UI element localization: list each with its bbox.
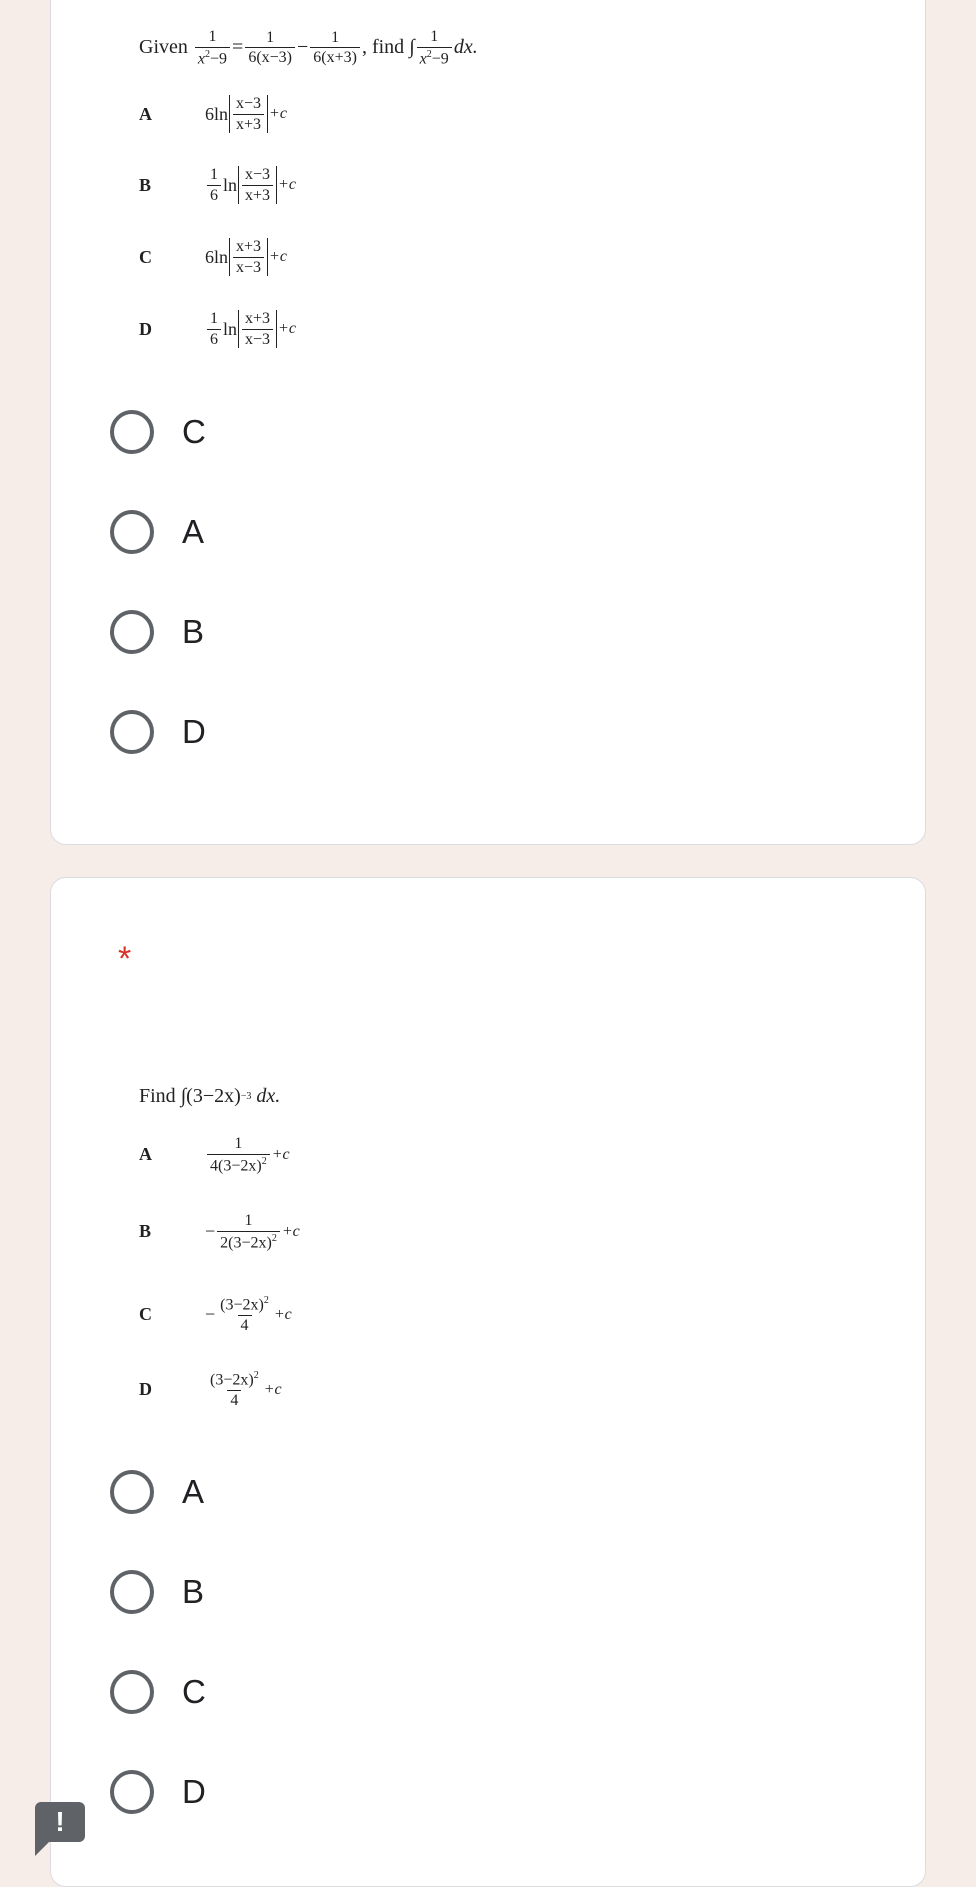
required-asterisk: * [118, 940, 132, 978]
fraction: $\frac{1}{6(x-3)}$ [245, 29, 295, 67]
q1-option-b: B $\frac{1}{6}$ ln $\frac{x-3}{x+3}$ +c [139, 166, 296, 204]
radio-button[interactable] [110, 510, 154, 554]
q1-option-c: C 6ln $\frac{x+3}{x-3}$ +c [139, 238, 287, 276]
radio-button[interactable] [110, 1770, 154, 1814]
q1-choice-d[interactable]: D [110, 710, 206, 754]
radio-button[interactable] [110, 610, 154, 654]
radio-button[interactable] [110, 1570, 154, 1614]
q1-choice-c[interactable]: C [110, 410, 206, 454]
q1-option-a: A 6ln $\frac{x-3}{x+3}$ +c [139, 95, 287, 133]
q2-option-d: D $\frac{(3-2x)^2}{4}$ +c [139, 1370, 282, 1409]
q1-choice-b[interactable]: B [110, 610, 204, 654]
question-1-text: Given $\frac{1}{x^2-9}$ = $\frac{1}{6(x-3)}$ − $\frac{1}{6(x+3)}$ , find ∫ $\frac{1}{x^2-9}$ dx. [139, 28, 478, 67]
fraction: $\frac{1}{6(x+3)}$ [310, 29, 360, 67]
q1-choice-a[interactable]: A [110, 510, 204, 554]
q1-option-d: D $\frac{1}{6}$ ln $\frac{x+3}{x-3}$ +c [139, 310, 296, 348]
q2-option-b: B − $\frac{1}{2(3-2x)^2}$ +c [139, 1212, 300, 1251]
radio-button[interactable] [110, 1470, 154, 1514]
q2-choice-c[interactable]: C [110, 1670, 206, 1714]
radio-button[interactable] [110, 410, 154, 454]
q2-choice-a[interactable]: A [110, 1470, 204, 1514]
fraction: $\frac{1}{x^2-9}$ [195, 28, 230, 68]
question-2-text: Find ∫ (3−2x) −3 dx. [139, 1085, 281, 1107]
q2-option-c: C − $\frac{(3-2x)^2}{4}$ +c [139, 1295, 292, 1334]
radio-button[interactable] [110, 1670, 154, 1714]
q2-choice-d[interactable]: D [110, 1770, 206, 1814]
radio-button[interactable] [110, 710, 154, 754]
feedback-alert-icon[interactable]: ! [35, 1802, 85, 1842]
fraction: $\frac{1}{x^2-9}$ [417, 28, 452, 68]
q2-option-a: A $\frac{1}{4(3-2x)^2}$ +c [139, 1135, 290, 1174]
question-1-given-word: Given [139, 36, 188, 59]
q2-choice-b[interactable]: B [110, 1570, 204, 1614]
